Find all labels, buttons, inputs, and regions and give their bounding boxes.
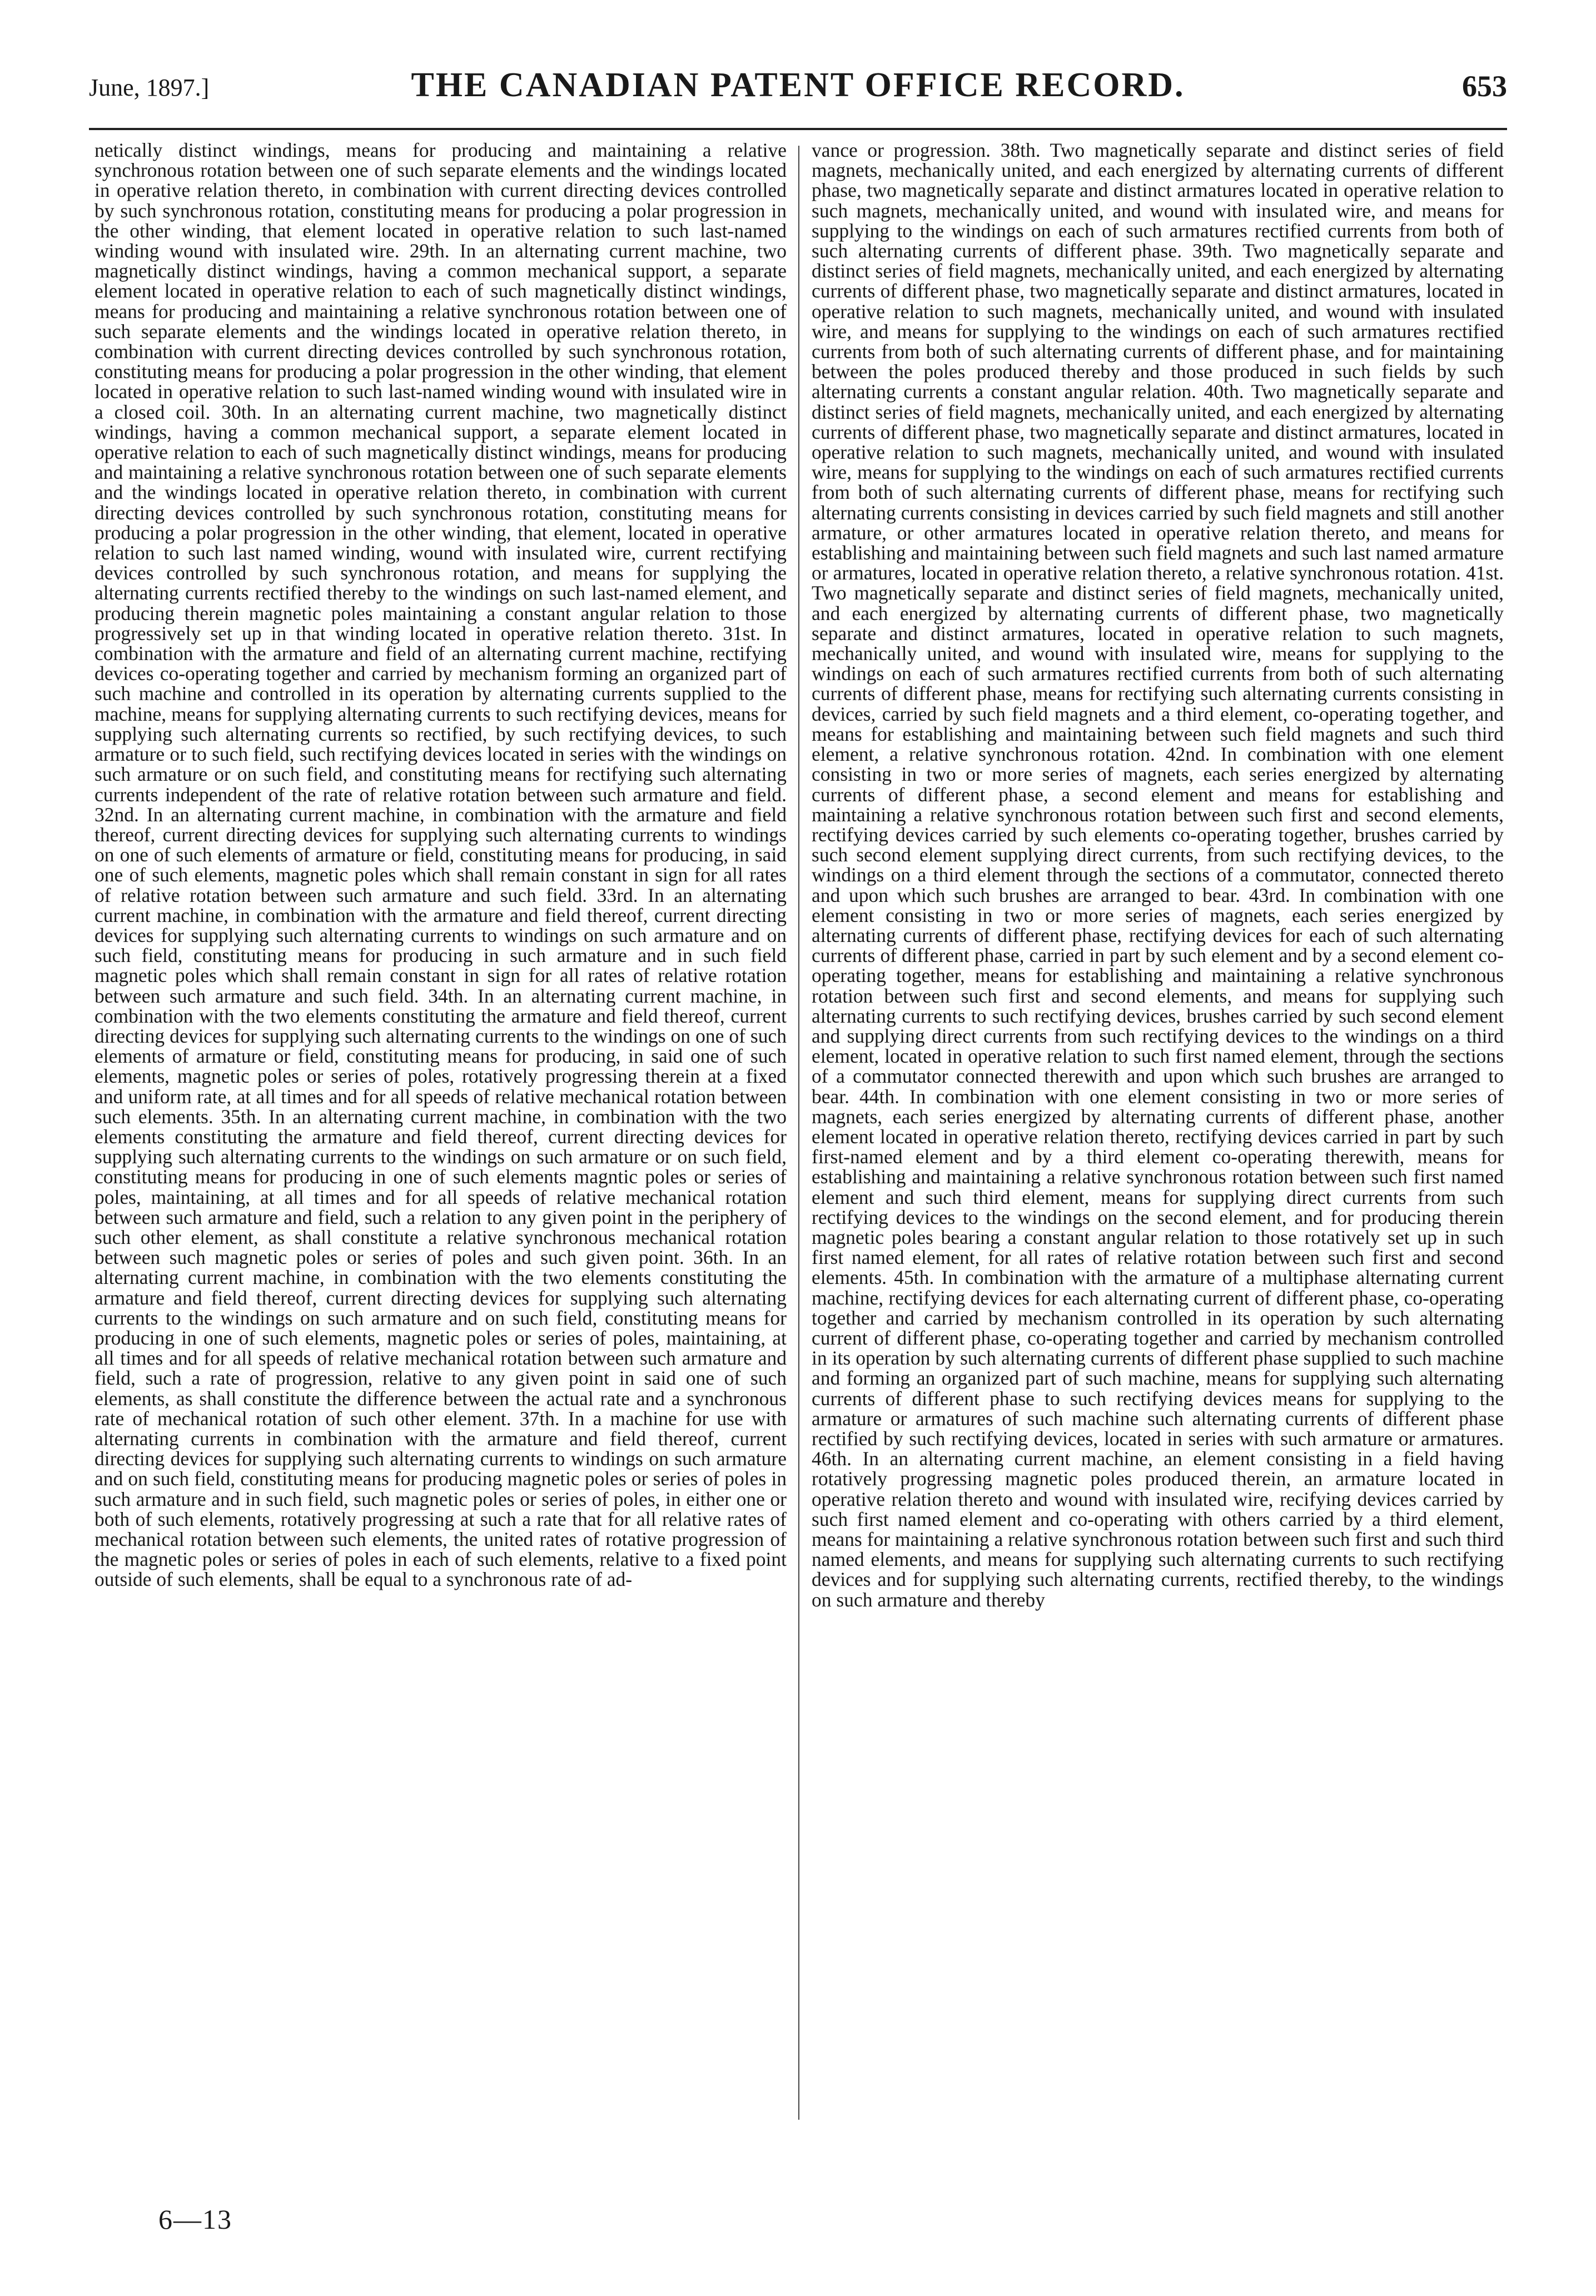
text-column-left: netically distinct windings, means for producing and maintaining a relative synchronous rotation between one of such separate elements and the windings located in operative relation thereto, in combination with current directing devices controlled by such synchronous rotation, constituting means for producing a polar progression in the other winding, that element located in operative relation to such last-named winding wound with insulated wire. 29th. In an alternating current machine, two magnetically distinct windings, having a common mechanical support, a separate element located in operative relation to each of such magnetically distinct windings, means for producing and maintaining a relative synchronous rotation between one of such separate elements and the windings located in operative relation thereto, in combination with current directing devices controlled by such synchronous rotation, constituting means for producing a polar progression in the other winding, that element located in operative relation to such last-named winding wound with insulated wire in a closed coil. 30th. In an alternating current machine, two magnetically distinct windings, having a common mechanical support, a separate element located in operative relation to each of such magnetically distinct windings, means for producing and maintaining a relative synchronous rotation between one of such separate elements and the windings located in operative relation thereto, in combination with current directing devices controlled by such synchronous rotation, constituting means for producing a polar progression in the other winding, that element, located in operative relation to such last named winding, wound with insulated wire, current rectifying devices controlled by such synchronous rotation, and means for supplying the alternating currents rectified thereby to the windings on such last-named element, and producing therein magnetic poles maintaining a constant angular relation to those progressively set up in that winding located in operative relation thereto. 31st. In combination with the armature and field of an alternating current machine, rectifying devices co-operating together and carried by mechanism forming an organized part of such machine and controlled in its operation by alternating currents supplied to the machine, means for supplying alternating currents to such rectifying devices, means for supplying such alternating currents so rectified, by such rectifying devices, to such armature or to such field, such rectifying devices located in series with the windings on such armature or on such field, and constituting means for rectifying such alternating currents independent of the rate of relative rotation between such armature and field. 32nd. In an alternating current machine, in combination with the armature and field thereof, current directing devices for supplying such alternating currents to windings on one of such elements of armature or field, constituting means for producing, in said one of such elements, magnetic poles which shall remain constant in sign for all rates of relative rotation between such armature and such field. 33rd. In an alternating current machine, in combination with the armature and field thereof, current directing devices for supplying such alternating currents to windings on such armature and on such field, constituting means for producing in such armature and in such field magnetic poles which shall remain constant in sign for all rates of relative rotation between such armature and such field. 34th. In an alternating current machine, in combination with the two elements constituting the armature and field thereof, current directing devices for supplying such alternating currents to the windings on one of such elements of armature or field, constituting means for producing, in said one of such elements, magnetic poles or series of poles, rotatively progressing therein at a fixed and uniform rate, at all times and for all speeds of relative mechanical rotation between such elements. 35th. In an alternating current machine, in combination with the two elements constituting the armature and field thereof, current directing devices for supplying such alternating currents to the windings on such armature or on such field, constituting means for producing in one of such elements magntic poles or series of poles, maintaining, at all times and for all speeds of relative mechanical rotation between such armature and field, such a relation to any given point in the periphery of such other element, as shall constitute a relative synchronous mechanical rotation between such magnetic poles or series of poles and such given point. 36th. In an alternating current machine, in combination with the two elements constituting the armature and field thereof, current directing devices for supplying such alternating currents to the windings on such armature and on such field, constituting means for producing in one of such elements, magnetic poles or series of poles, maintaining, at all times and for all speeds of relative mechanical rotation between such armature and field, such a rate of progression, relative to any given point in said one of such elements, as shall constitute the difference between the actual rate and a synchronous rate of mechanical rotation of such other element. 37th. In a machine for use with alternating currents in combination with the armature and field thereof, current directing devices for supplying such alternating currents to windings on such armature and on such field, constituting means for producing magnetic poles or series of poles in such armature and in such field, such magnetic poles or series of poles, in either one or both of such elements, rotatively progressing at such a rate that for all relative rates of mechanical rotation between such elements, the united rates of rotative progression of the magnetic poles or series of poles in each of such elements, relative to a fixed point outside of such elements, shall be equal to a synchronous rate of ad- [95,140,787,1591]
header-date: June, 1897.] [89,74,210,101]
page-number: 653 [1462,70,1507,103]
signature-mark: 6—13 [158,2204,232,2235]
column-divider [798,146,799,2120]
header-rule [89,128,1507,130]
page-header [89,66,1507,116]
header-title: THE CANADIAN PATENT OFFICE RECORD. [411,66,1185,104]
text-column-right: vance or progression. 38th. Two magnetically separate and distinct series of field magnets, mechanically united, and each energized by alternating currents of different phase, two magnetically separate and distinct armatures located in operative relation to such magnets, mechanically united, and wound with insulated wire, and means for supplying to the windings on each of such armatures rectified currents from both of such alternating currents of different phase. 39th. Two magnetically separate and distinct series of field magnets, mechanically united, and each energized by alternating currents of different phase, two magnetically separate and distinct armatures, located in operative relation to such magnets, mechanically united, and wound with insulated wire, and means for supplying to the windings on each of such armatures rectified currents from both of such alternating currents of different phase, and for maintaining between the poles produced thereby and those produced in such fields by such alternating currents a constant angular relation. 40th. Two magnetically separate and distinct series of field magnets, mechanically united, and each energized by alternating currents of different phase, two magnetically separate and distinct armatures, located in operative relation to such magnets, mechanically united, and wound with insulated wire, means for supplying to the windings on each of such armatures rectified currents from both of such alternating currents of different phase, means for rectifying such alternating currents consisting in devices carried by such field magnets and still another armature, or other armatures located in operative relation thereto, and means for establishing and maintaining between such field magnets and such last named armature or armatures, located in operative relation thereto, a relative synchronous rotation. 41st. Two magnetically separate and distinct series of field magnets, mechanically united, and each energized by alternating currents of different phase, two magnetically separate and distinct armatures, located in operative relation to such magnets, mechanically united, and wound with insulated wire, means for supplying to the windings on each of such armatures rectified currents from both of such alternating currents of different phase, means for rectifying such alternating currents consisting in devices, carried by such field magnets and a third element, co-operating together, and means for establishing and maintaining between such field magnets and such third element, a relative synchronous rotation. 42nd. In combination with one element consisting in two or more series of magnets, each series energized by alternating currents of different phase, a second element and means for establishing and maintaining a relative synchronous rotation between such first and second elements, rectifying devices carried by such elements co-operating together, brushes carried by such second element supplying direct currents, from such rectifying devices, to the windings on a third element through the sections of a commutator, connected thereto and upon which such brushes are arranged to bear. 43rd. In combination with one element consisting in two or more series of magnets, each series energized by alternating currents of different phase, rectifying devices for each of such alternating currents of different phase, carried in part by such element and by a second element co-operating together, means for establishing and maintaining a relative synchronous rotation between such first and second elements, and means for supplying such alternating currents to such rectifying devices, brushes carried by such second element and supplying direct currents from such rectifying devices to the windings on a third element, located in operative relation to such first named element, through the sections of a commutator connected therewith and upon which such brushes are arranged to bear. 44th. In combination with one element consisting in two or more series of magnets, each series energized by alternating currents of different phase, another element located in operative relation thereto, rectifying devices carried in part by such first-named element and by a third element co-operating therewith, means for establishing and maintaining a relative synchronous rotation between such first named element and such third element, means for supplying direct currents from such rectifying devices to the windings on the second element, and for producing therein magnetic poles bearing a constant angular relation to those rotatively set up in such first named element, for all rates of relative rotation between such first and second elements. 45th. In combination with the armature of a multiphase alternating current machine, rectifying devices for each alternating current of different phase, co-operating together and carried by mechanism controlled in its operation by such alternating current of different phase, co-operating together and carried by mechanism controlled in its operation by such alternating currents of different phase supplied to such machine and forming an organized part of such machine, means for supplying such alternating currents of different phase to such rectifying devices means for supplying to the armature or armatures of such machine such alternating currents of different phase rectified by such rectifying devices, located in series with such armature or armatures. 46th. In an alternating current machine, an element consisting in a field having rotatively progressing magnetic poles produced therein, an armature located in operative relation thereto and wound with insulated wire, recifying devices carried by such first named element and co-operating with others carried by a third element, means for maintaining a relative synchronous rotation between such first and such third named elements, and means for supplying such alternating currents to such rectifying devices and for supplying such alternating currents, rectified thereby, to the windings on such armature and thereby [812,140,1504,1611]
